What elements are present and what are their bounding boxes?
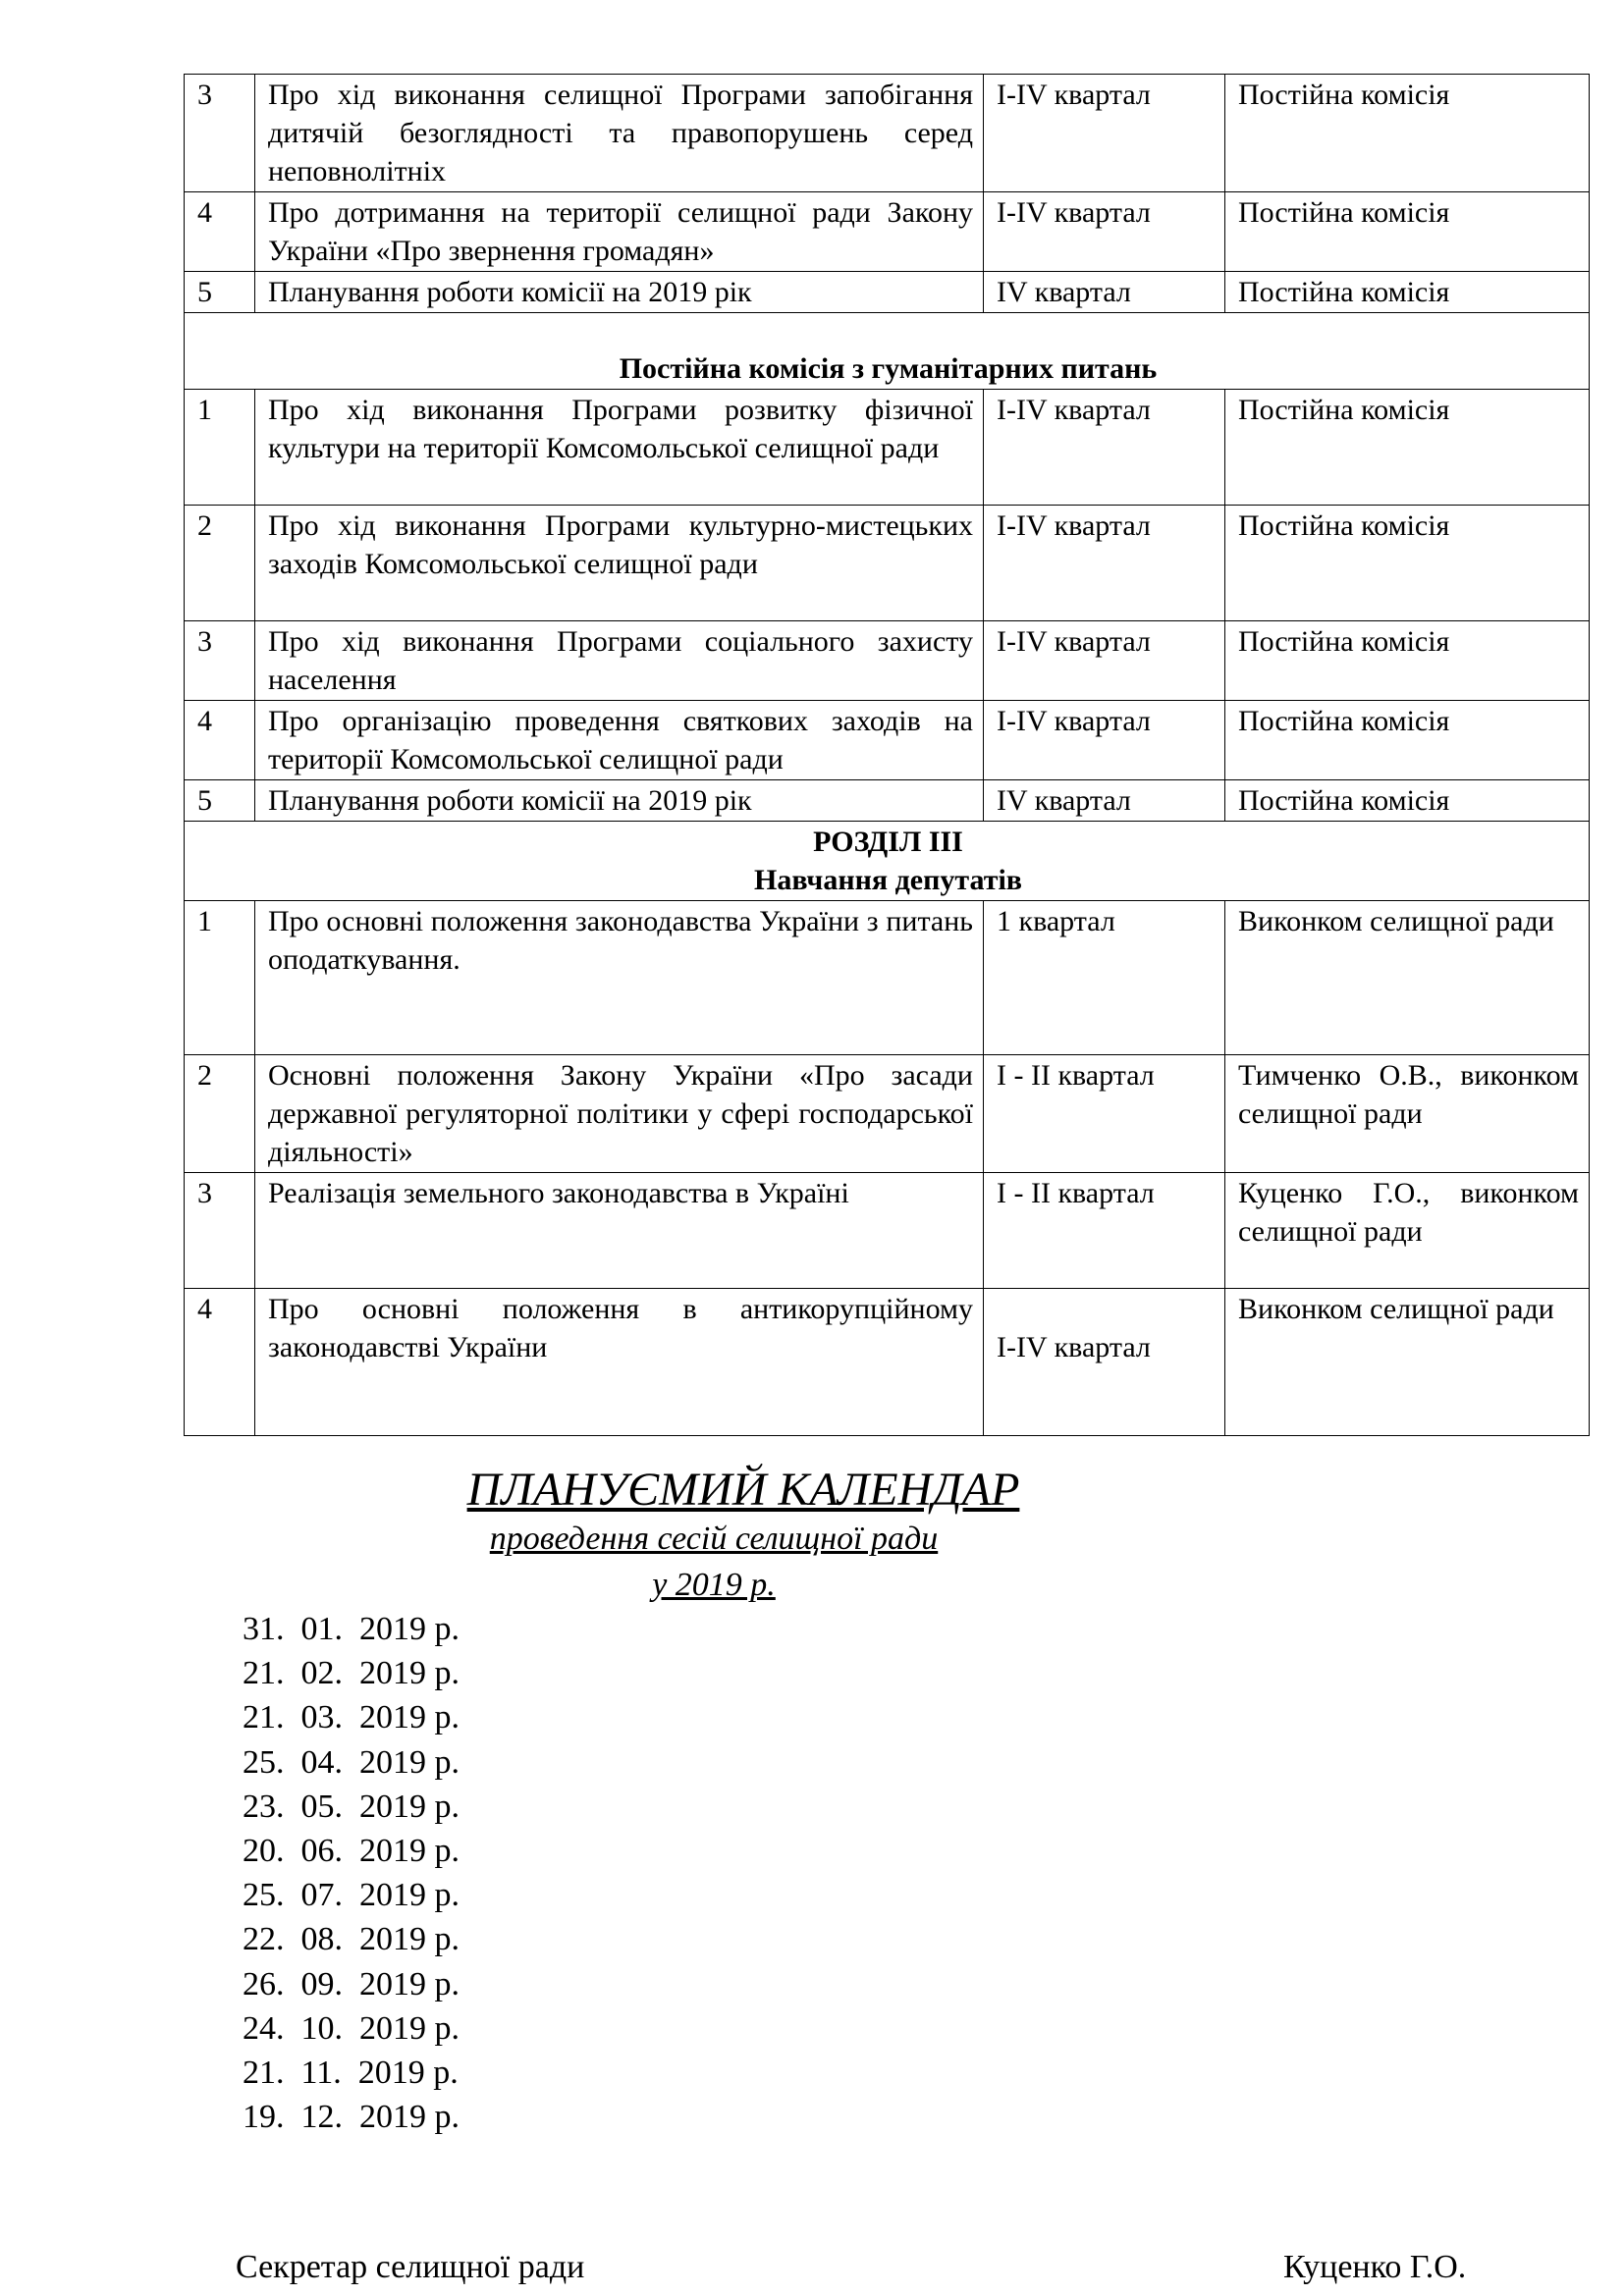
list-item: 31. 01. 2019 р. — [243, 1611, 460, 1647]
row-topic: Про хід виконання Програми соціального захисту населення — [255, 621, 984, 701]
row-responsible: Виконком селищної ради — [1225, 901, 1590, 1055]
row-responsible: Постійна комісія — [1225, 272, 1590, 313]
row-topic: Про дотримання на території селищної ради Закону України «Про звернення громадян» — [255, 192, 984, 272]
session-dates-list — [243, 1607, 460, 2139]
row-term: І-ІV квартал — [984, 1289, 1225, 1436]
table-row — [185, 701, 1590, 780]
row-number: 5 — [185, 272, 255, 313]
row-topic: Про хід виконання Програми культурно-мистецьких заходів Комсомольської селищної ради — [255, 506, 984, 621]
list-item: 21. 11. 2019 р. — [243, 2055, 459, 2092]
work-plan-table — [184, 74, 1590, 1436]
row-responsible: Постійна комісія — [1225, 621, 1590, 701]
calendar-title: ПЛАНУЄМИЙ КАЛЕНДАР — [466, 1464, 1020, 1516]
calendar-year: у 2019 р. — [652, 1567, 776, 1603]
list-item: 19. 12. 2019 р. — [243, 2099, 460, 2136]
row-responsible: Постійна комісія — [1225, 75, 1590, 192]
row-number: 4 — [185, 701, 255, 780]
row-topic: Планування роботи комісії на 2019 рік — [255, 780, 984, 822]
row-number: 3 — [185, 1173, 255, 1289]
row-term: І-ІV квартал — [984, 390, 1225, 506]
list-item: 23. 05. 2019 р. — [243, 1788, 460, 1825]
row-number: 3 — [185, 621, 255, 701]
list-item: 21. 02. 2019 р. — [243, 1655, 460, 1692]
row-term: І-ІV квартал — [984, 192, 1225, 272]
row-number: 1 — [185, 901, 255, 1055]
row-number: 5 — [185, 780, 255, 822]
row-topic: Реалізація земельного законодавства в Україні — [255, 1173, 984, 1289]
row-term: І-ІV квартал — [984, 701, 1225, 780]
row-term: ІV квартал — [984, 272, 1225, 313]
signature-name: Куценко Г.О. — [1283, 2249, 1467, 2285]
row-topic: Основні положення Закону України «Про засади державної регуляторної політики у сфері господарської діяльності» — [255, 1055, 984, 1173]
table-row — [185, 390, 1590, 506]
row-responsible: Постійна комісія — [1225, 506, 1590, 621]
section-number: РОЗДІЛ ІІІ — [813, 826, 963, 858]
table-row — [185, 75, 1590, 192]
row-responsible: Куценко Г.О., виконком селищної ради — [1225, 1173, 1590, 1289]
table-row — [185, 901, 1590, 1055]
row-topic: Про основні положення законодавства України з питань оподаткування. — [255, 901, 984, 1055]
list-item: 20. 06. 2019 р. — [243, 1833, 460, 1870]
row-term: І-ІV квартал — [984, 506, 1225, 621]
list-item: 26. 09. 2019 р. — [243, 1965, 460, 2002]
row-responsible: Постійна комісія — [1225, 390, 1590, 506]
row-topic: Про хід виконання Програми розвитку фізичної культури на території Комсомольської селищної ради — [255, 390, 984, 506]
row-term: ІV квартал — [984, 780, 1225, 822]
row-responsible: Постійна комісія — [1225, 701, 1590, 780]
list-item: 25. 07. 2019 р. — [243, 1877, 460, 1914]
row-term: І - ІІ квартал — [984, 1173, 1225, 1289]
section-header-row — [185, 822, 1590, 901]
table-row — [185, 506, 1590, 621]
row-responsible: Постійна комісія — [1225, 780, 1590, 822]
table-row — [185, 1173, 1590, 1289]
section-header-row — [185, 313, 1590, 390]
row-number: 4 — [185, 1289, 255, 1436]
row-number: 2 — [185, 506, 255, 621]
table-row — [185, 621, 1590, 701]
row-number: 2 — [185, 1055, 255, 1173]
section-title: Навчання депутатів — [754, 864, 1022, 896]
table-row — [185, 192, 1590, 272]
row-topic: Про хід виконання селищної Програми запобігання дитячій безоглядності та правопорушень серед неповнолітніх — [255, 75, 984, 192]
list-item: 22. 08. 2019 р. — [243, 1921, 460, 1958]
calendar-subtitle: проведення сесій селищної ради — [489, 1521, 939, 1557]
row-number: 4 — [185, 192, 255, 272]
list-item: 24. 10. 2019 р. — [243, 2009, 460, 2047]
row-responsible: Постійна комісія — [1225, 192, 1590, 272]
table-row — [185, 272, 1590, 313]
table-row — [185, 780, 1590, 822]
row-responsible: Виконком селищної ради — [1225, 1289, 1590, 1436]
row-number: 1 — [185, 390, 255, 506]
table-row — [185, 1055, 1590, 1173]
row-topic: Про організацію проведення святкових заходів на території Комсомольської селищної ради — [255, 701, 984, 780]
row-number: 3 — [185, 75, 255, 192]
table-row — [185, 1289, 1590, 1436]
row-topic: Планування роботи комісії на 2019 рік — [255, 272, 984, 313]
row-term: 1 квартал — [984, 901, 1225, 1055]
list-item: 21. 03. 2019 р. — [243, 1699, 460, 1736]
list-item: 25. 04. 2019 р. — [243, 1743, 460, 1781]
signature-position: Секретар селищної ради — [236, 2249, 585, 2285]
row-term: І - ІІ квартал — [984, 1055, 1225, 1173]
row-term: І-ІV квартал — [984, 75, 1225, 192]
row-term: І-ІV квартал — [984, 621, 1225, 701]
row-topic: Про основні положення в антикорупційному законодавстві України — [255, 1289, 984, 1436]
section-title: Постійна комісія з гуманітарних питань — [185, 313, 1590, 390]
row-responsible: Тимченко О.В., виконком селищної ради — [1225, 1055, 1590, 1173]
